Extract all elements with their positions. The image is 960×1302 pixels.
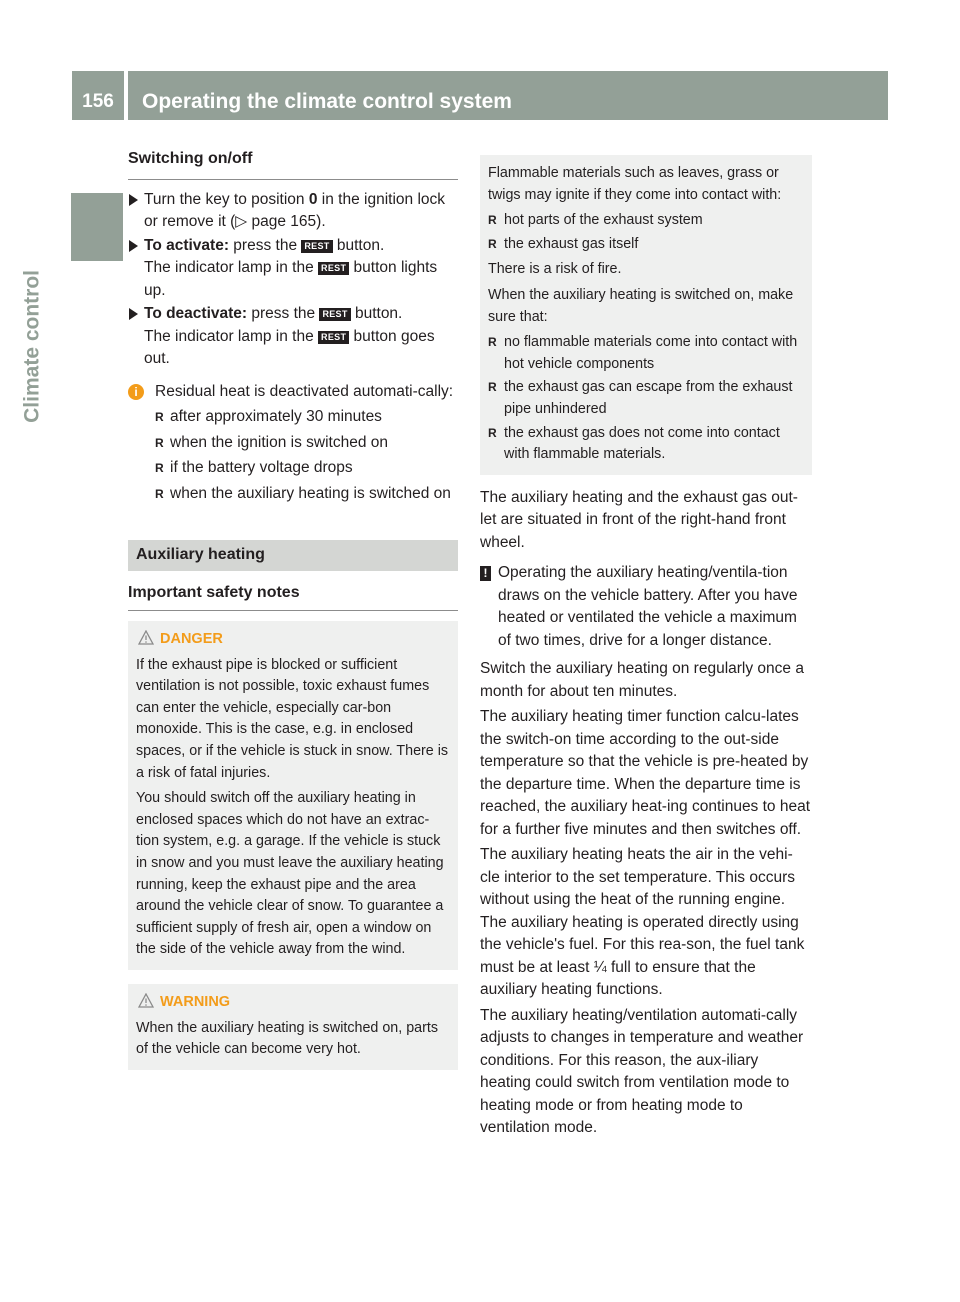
info-icon: i: [128, 384, 144, 400]
info-note: i Residual heat is deactivated automati-cally: R after approximately 30 minutes R when the ignition is switched on R if the battery voltage drops R when the auxiliary heating is switched on: [128, 381, 458, 506]
bullet-icon: R: [488, 380, 497, 395]
danger-heading: DANGER: [136, 629, 450, 651]
body-paragraph: The auxiliary heating heats the air in the vehi-cle interior to the set temperature. This occurs without using the heat of the running engine. The auxiliary heating is operated directly using the vehicle's fuel. For this rea-son, the fuel tank must be at least ¼ full to ensure that the auxiliary heating functions.: [480, 846, 805, 999]
list-item: R after approximately 30 minutes: [155, 406, 458, 429]
section-title-auxiliary-heating: Auxiliary heating: [128, 540, 458, 571]
fire-hazard-box: Flammable materials such as leaves, grass or twigs may ignite if they come into contact with: R hot parts of the exhaust system R the exhaust gas itself There is a risk of fire. When the auxiliary heating is switched on, make sure that: R no flammable materials come into contact with hot vehicle components R the exhaust gas can escape from the exhaust pipe unhindered R the exhaust gas does not come into contact with flammable materials.: [480, 155, 812, 475]
chapter-tab-label: Climate control: [20, 270, 44, 423]
warning-triangle-icon: [138, 630, 154, 645]
instruction-step: Turn the key to position 0 in the ignition lock or remove it (▷ page 165).: [128, 189, 458, 234]
chapter-tab-marker: [71, 193, 123, 261]
subsection-title-safety: Important safety notes: [128, 582, 458, 612]
danger-text: If the exhaust pipe is blocked or sufficient ventilation is not possible, toxic exhaust fumes can enter the vehicle, especially car-bon monoxide. This is the case, e.g. in enclosed spaces, or if the vehicle is stuck in snow. There is a risk of fatal injuries.: [136, 656, 449, 781]
warning-triangle-icon: [138, 993, 154, 1008]
step-arrow-icon: [129, 194, 138, 206]
list-item: R the exhaust gas can escape from the exhaust pipe unhindered: [488, 379, 793, 417]
step-arrow-icon: [129, 308, 138, 320]
warning-text: When the auxiliary heating is switched on, parts of the vehicle can become very hot.: [136, 1019, 438, 1058]
rest-button-icon: REST: [319, 308, 350, 321]
bullet-icon: R: [488, 425, 497, 440]
exclamation-icon: !: [480, 566, 491, 581]
rest-button-icon: REST: [301, 240, 332, 253]
left-column: [128, 148, 458, 1070]
list-item: R hot parts of the exhaust system: [488, 210, 804, 232]
page-number-box: [72, 71, 124, 120]
list-item: R no flammable materials come into contact with hot vehicle components: [488, 334, 798, 372]
danger-text: You should switch off the auxiliary heating in enclosed spaces which do not have an extrac-tion system, e.g. a garage. If the vehicle is stuck in snow and you must leave the auxiliary heating running, keep the exhaust pipe and the area around the vehicle clear of snow. To guarantee a sufficient supply of fresh air, open a window on the side of the vehicle away from the wind.: [136, 790, 444, 958]
bullet-icon: R: [488, 236, 497, 251]
body-paragraph: The auxiliary heating/ventilation automati-cally adjusts to changes in temperature and weather conditions. For this reason, the aux-iliary heating could switch from ventilation mode to heating mode or from heating mode to ventilation mode.: [480, 1006, 804, 1137]
chapter-tab: [20, 270, 123, 660]
bullet-icon: R: [488, 213, 497, 228]
bullet-icon: R: [488, 335, 497, 350]
bullet-icon: R: [155, 410, 164, 424]
body-paragraph: Switch the auxiliary heating on regularly once a month for about ten minutes.: [480, 660, 804, 700]
list-item: R if the battery voltage drops: [155, 457, 458, 480]
page-title: Operating the climate control system: [142, 90, 512, 113]
list-item: R the exhaust gas itself: [488, 234, 804, 256]
instruction-step: To deactivate: press the REST button. The indicator lamp in the REST button goes out.: [128, 303, 458, 371]
warning-box: [128, 984, 458, 1070]
caution-note: ! Operating the auxiliary heating/ventila-tion draws on the vehicle battery. After you have heated or ventilated the vehicle a maximum of two times, drive for a longer distance.: [480, 562, 812, 652]
list-item: R when the auxiliary heating is switched on: [155, 483, 458, 506]
instruction-step: To activate: press the REST button. The indicator lamp in the REST button lights up.: [128, 235, 458, 303]
danger-box: [128, 621, 458, 970]
right-column: [480, 148, 812, 1140]
step-arrow-icon: [129, 240, 138, 252]
bullet-icon: R: [155, 435, 164, 450]
bullet-icon: R: [155, 461, 164, 475]
page-number: 156: [82, 91, 114, 112]
section-title-switching: Switching on/off: [128, 148, 458, 180]
rest-button-icon: REST: [318, 331, 349, 344]
rest-button-icon: REST: [318, 262, 349, 275]
warning-heading: WARNING: [136, 992, 450, 1014]
bullet-icon: R: [155, 486, 164, 501]
body-paragraph: The auxiliary heating timer function calcu-lates the switch-on time according to the out-side temperature so that the vehicle is pre-heated by the departure time. When the departure time is reached, the auxiliary heat-ing continues to heat for a further five minutes and then switches off.: [480, 708, 811, 838]
body-paragraph: The auxiliary heating and the exhaust gas out-let are situated in front of the right-hand front wheel.: [480, 488, 798, 551]
list-item: R when the ignition is switched on: [155, 432, 458, 455]
list-item: R the exhaust gas does not come into contact with flammable materials.: [488, 424, 780, 463]
header-bar: [128, 71, 888, 120]
